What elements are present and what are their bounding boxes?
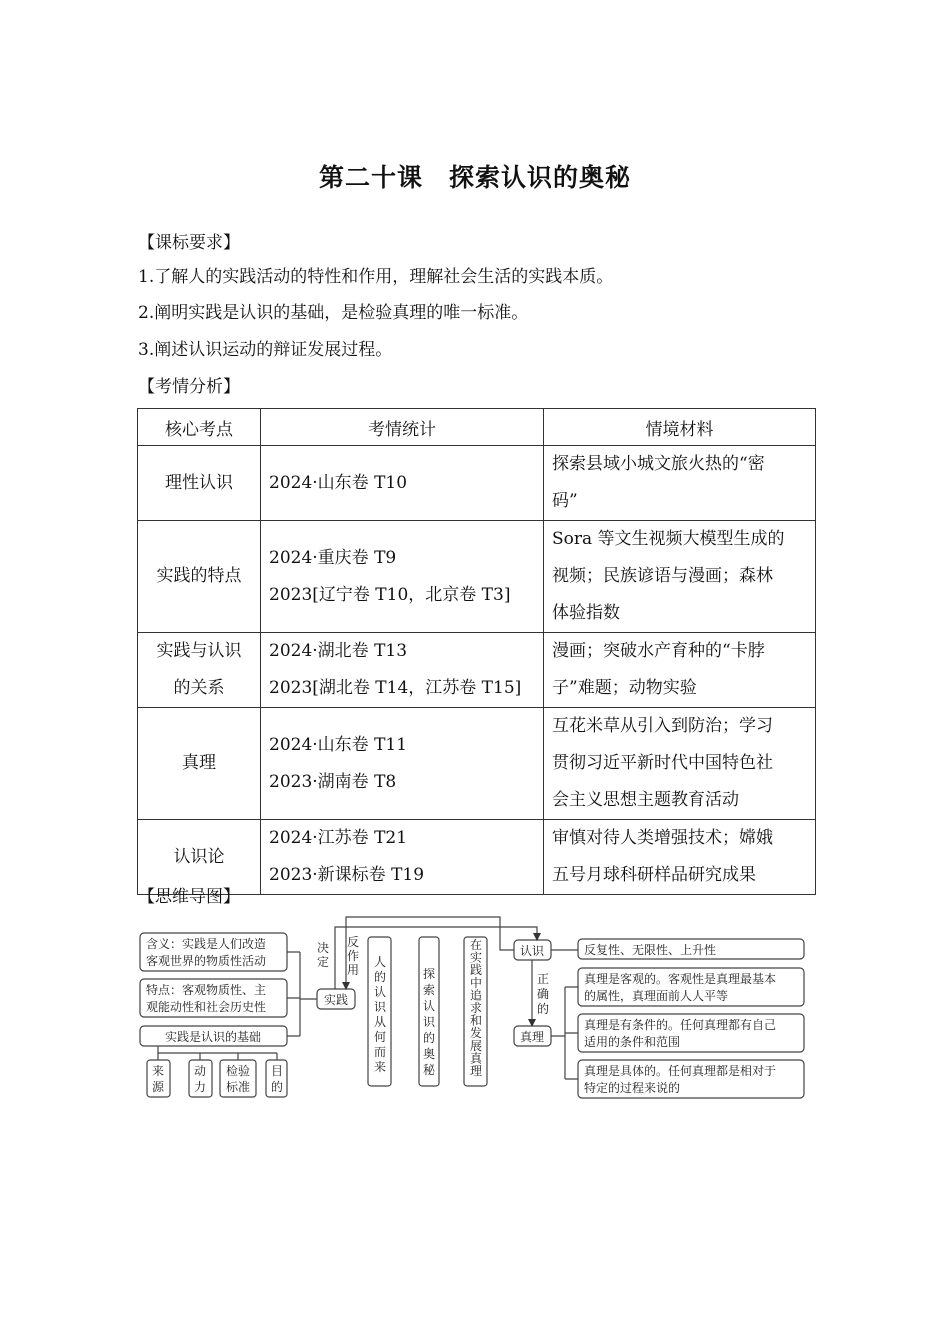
cell-line: 2024·山东卷 T11 <box>269 734 408 755</box>
cell-line: 互花米草从引入到防治；学习 <box>552 716 773 736</box>
practice-text: 实践 <box>323 993 349 1007</box>
cell-line: 2024·湖北卷 T13 <box>269 641 408 661</box>
cognition-text: 认识 <box>519 944 545 958</box>
cell-line: 2024·江苏卷 T21 <box>269 828 408 848</box>
truth-item-text: 真理是有条件的。任何真理都有自己 <box>584 1018 777 1032</box>
requirement-item: 1.了解人的实践活动的特性和作用，理解社会生活的实践本质。 <box>138 267 614 287</box>
cell-line: 真理 <box>182 753 216 773</box>
column-header: 情境材料 <box>544 409 816 446</box>
page-title: 第二十课 探索认识的奥秘 <box>318 163 631 192</box>
cell-line: 漫画；突破水产育种的“卡脖 <box>552 641 765 661</box>
cell-line: 审慎对待人类增强技术；嫦娥 <box>552 828 773 848</box>
requirement-item: 2.阐明实践是认识的基础，是检验真理的唯一标准。 <box>138 303 529 323</box>
basis-item-purpose: 目的 <box>270 1064 284 1094</box>
truth-item-text: 真理是客观的。客观性是真理最基本 <box>584 972 777 986</box>
truth-item-text: 的属性，真理面前人人平等 <box>584 989 729 1003</box>
cell-line: Sora 等文生视频大模型生成的 <box>552 529 785 549</box>
basis-text: 实践是认识的基础 <box>164 1030 262 1044</box>
column-header: 考情统计 <box>261 409 544 446</box>
meaning-text: 客观世界的物质性活动 <box>146 954 267 968</box>
cell-line: 体验指数 <box>552 603 620 623</box>
cell-line: 实践的特点 <box>156 566 242 586</box>
cell-line: 贯彻习近平新时代中国特色社 <box>552 753 773 773</box>
cell-line: 五号月球科研样品研究成果 <box>552 865 756 885</box>
cell-line: 2024·重庆卷 T9 <box>269 547 397 568</box>
cell-line: 会主义思想主题教育活动 <box>552 790 739 810</box>
cell-line: 视频；民族谚语与漫画；森林 <box>552 566 773 586</box>
features-text: 观能动性和社会历史性 <box>146 1000 267 1014</box>
cell-line: 实践与认识 <box>156 641 242 661</box>
column-header: 核心考点 <box>138 409 261 446</box>
truth-item-text: 真理是具体的。任何真理都是相对于 <box>584 1064 777 1078</box>
column-text-origin: 人的认识从何而来 <box>373 955 387 1074</box>
requirements-heading: 【课标要求】 <box>138 233 240 253</box>
cell-line: 2023[湖北卷 T14，江苏卷 T15] <box>269 678 522 698</box>
correct-label: 正确的 <box>536 972 550 1016</box>
cell-line: 理性认识 <box>165 472 233 493</box>
cognition-feature-text: 反复性、无限性、上升性 <box>584 943 717 957</box>
cell-line: 2024·山东卷 T10 <box>269 472 408 493</box>
cell-line: 2023·新课标卷 T19 <box>269 865 425 885</box>
basis-item-standard: 检验标准 <box>225 1064 251 1094</box>
cell-line: 码” <box>552 491 578 511</box>
column-text-explore: 探索认识的奥秘 <box>422 967 436 1077</box>
cell-line: 2023·湖南卷 T8 <box>269 771 397 792</box>
column-text-truth: 在实践中追求和发展真理 <box>469 938 483 1078</box>
basis-item-drive: 动力 <box>193 1064 207 1094</box>
truth-text: 真理 <box>519 1030 545 1044</box>
cell-line: 认识论 <box>173 846 225 867</box>
cell-line: 探索县域小城文旅火热的“密 <box>552 454 765 474</box>
requirement-item: 3.阐述认识运动的辩证发展过程。 <box>138 340 393 360</box>
meaning-text: 含义：实践是人们改造 <box>146 937 267 951</box>
mindmap-heading: 【思维导图】 <box>138 887 240 907</box>
react-label: 反作用 <box>346 935 360 977</box>
features-text: 特点：客观物质性、主 <box>146 983 267 997</box>
decide-label: 决定 <box>316 941 330 969</box>
basis-item-source: 来源 <box>151 1064 165 1094</box>
truth-item-text: 适用的条件和范围 <box>584 1035 681 1049</box>
analysis-heading: 【考情分析】 <box>138 377 240 397</box>
cell-line: 子”难题；动物实验 <box>552 678 697 698</box>
cell-line: 2023[辽宁卷 T10，北京卷 T3] <box>269 584 511 605</box>
truth-item-text: 特定的过程来说的 <box>584 1081 681 1095</box>
cell-line: 的关系 <box>173 678 225 698</box>
